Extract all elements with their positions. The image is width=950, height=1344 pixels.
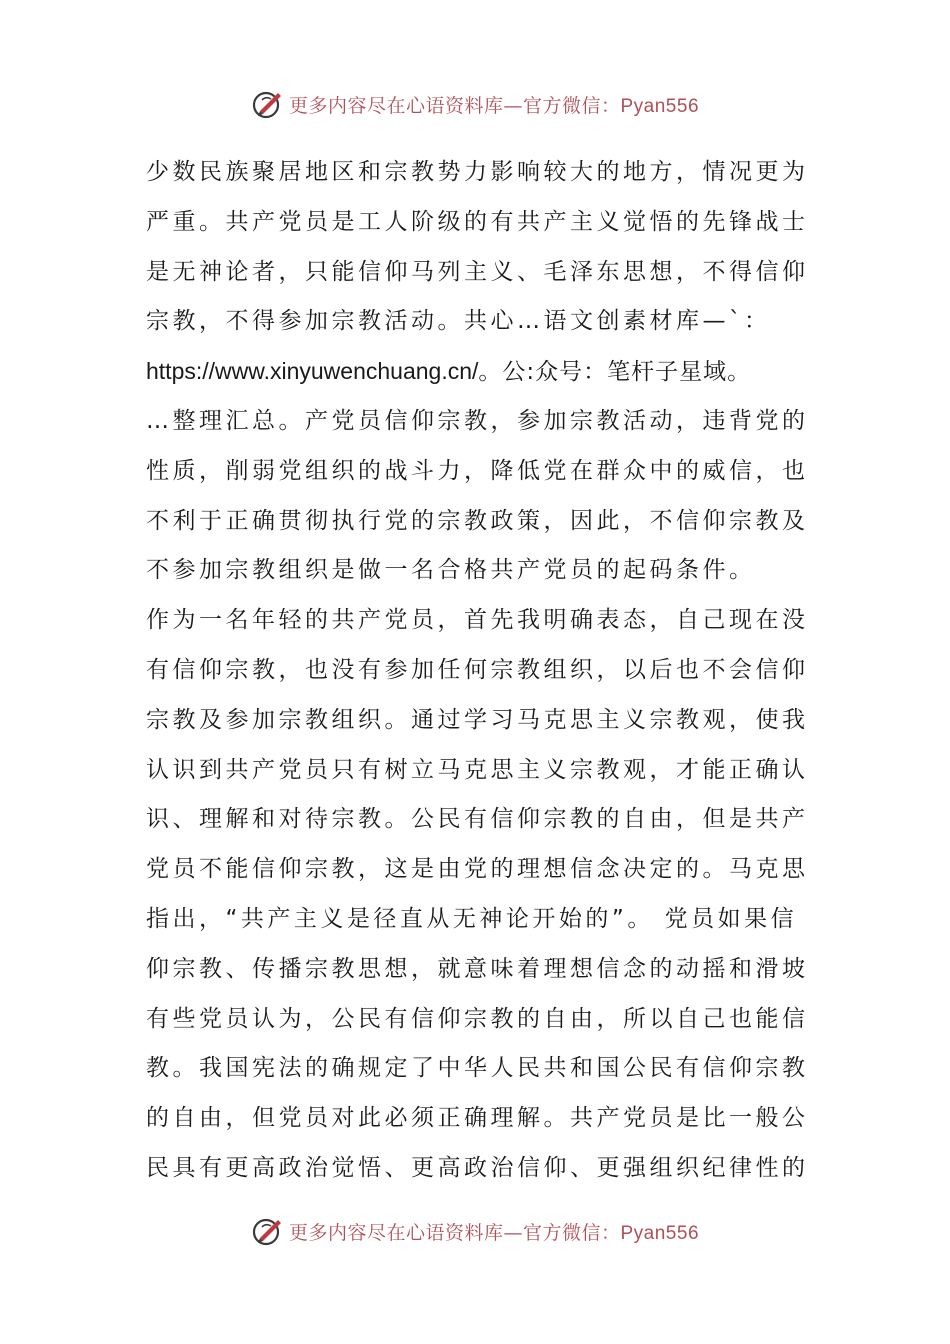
text-line: 指出，“共产主义是径直从无神论开始的”。 党员如果信 bbox=[146, 905, 798, 932]
text-line: 有信仰宗教，也没有参加任何宗教组织，以后也不会信仰 bbox=[146, 656, 809, 683]
text-line: 是无神论者，只能信仰马列主义、毛泽东思想，不得信仰 bbox=[146, 258, 809, 285]
url-link[interactable]: https://www.xinyuwenchuang.cn/ bbox=[146, 358, 479, 385]
text-line: 仰宗教、传播宗教思想，就意味着理想信念的动摇和滑坡 bbox=[146, 955, 809, 982]
pen-logo-icon bbox=[251, 87, 285, 121]
text-line: …整理汇总。产党员信仰宗教，参加宗教活动，违背党的 bbox=[146, 407, 809, 434]
text-line: 不参加宗教组织是做一名合格共产党员的起码条件。 bbox=[146, 557, 756, 584]
text-line: 有些党员认为，公民有信仰宗教的自由，所以自己也能信 bbox=[146, 1005, 809, 1032]
text-line: 认识到共产党员只有树立马克思主义宗教观，才能正确认 bbox=[146, 756, 809, 783]
text-line: 宗教及参加宗教组织。通过学习马克思主义宗教观，使我 bbox=[146, 706, 809, 733]
text-line: 识、理解和对待宗教。公民有信仰宗教的自由，但是共产 bbox=[146, 806, 809, 833]
text-line: 宗教，不得参加宗教活动。共心…语文创素材库—`： bbox=[146, 308, 771, 335]
text-line: 教。我国宪法的确规定了中华人民共和国公民有信仰宗教 bbox=[146, 1055, 809, 1082]
header-banner-text: 更多内容尽在心语资料库—官方微信：Pyan556 bbox=[288, 94, 700, 117]
text-line: 党员不能信仰宗教，这是由党的理想信念决定的。马克思 bbox=[146, 856, 809, 883]
text-line: 的自由，但党员对此必须正确理解。共产党员是比一般公 bbox=[146, 1105, 809, 1132]
text-line: 少数民族聚居地区和宗教势力影响较大的地方，情况更为 bbox=[146, 159, 809, 185]
pen-logo-icon bbox=[251, 1214, 285, 1248]
text-line: 不利于正确贯彻执行党的宗教政策，因此，不信仰宗教及 bbox=[146, 507, 809, 534]
footer-banner-text: 更多内容尽在心语资料库—官方微信：Pyan556 bbox=[288, 1221, 700, 1244]
text-line: 作为一名年轻的共产党员，首先我明确表态，自己现在没 bbox=[146, 607, 809, 634]
text-line: 性质，削弱党组织的战斗力，降低党在群众中的威信，也 bbox=[146, 457, 809, 484]
text-line: 民具有更高政治觉悟、更高政治信仰、更强组织纪律性的 bbox=[146, 1154, 809, 1181]
url-line-rest: 。公:众号：笔杆子星域。 bbox=[478, 359, 752, 386]
header-banner bbox=[0, 84, 950, 124]
text-line: 严重。共产党员是工人阶级的有共产主义觉悟的先锋战士 bbox=[146, 208, 809, 235]
text-line bbox=[146, 347, 811, 397]
document-body bbox=[146, 148, 811, 1194]
footer-banner bbox=[0, 1211, 950, 1251]
